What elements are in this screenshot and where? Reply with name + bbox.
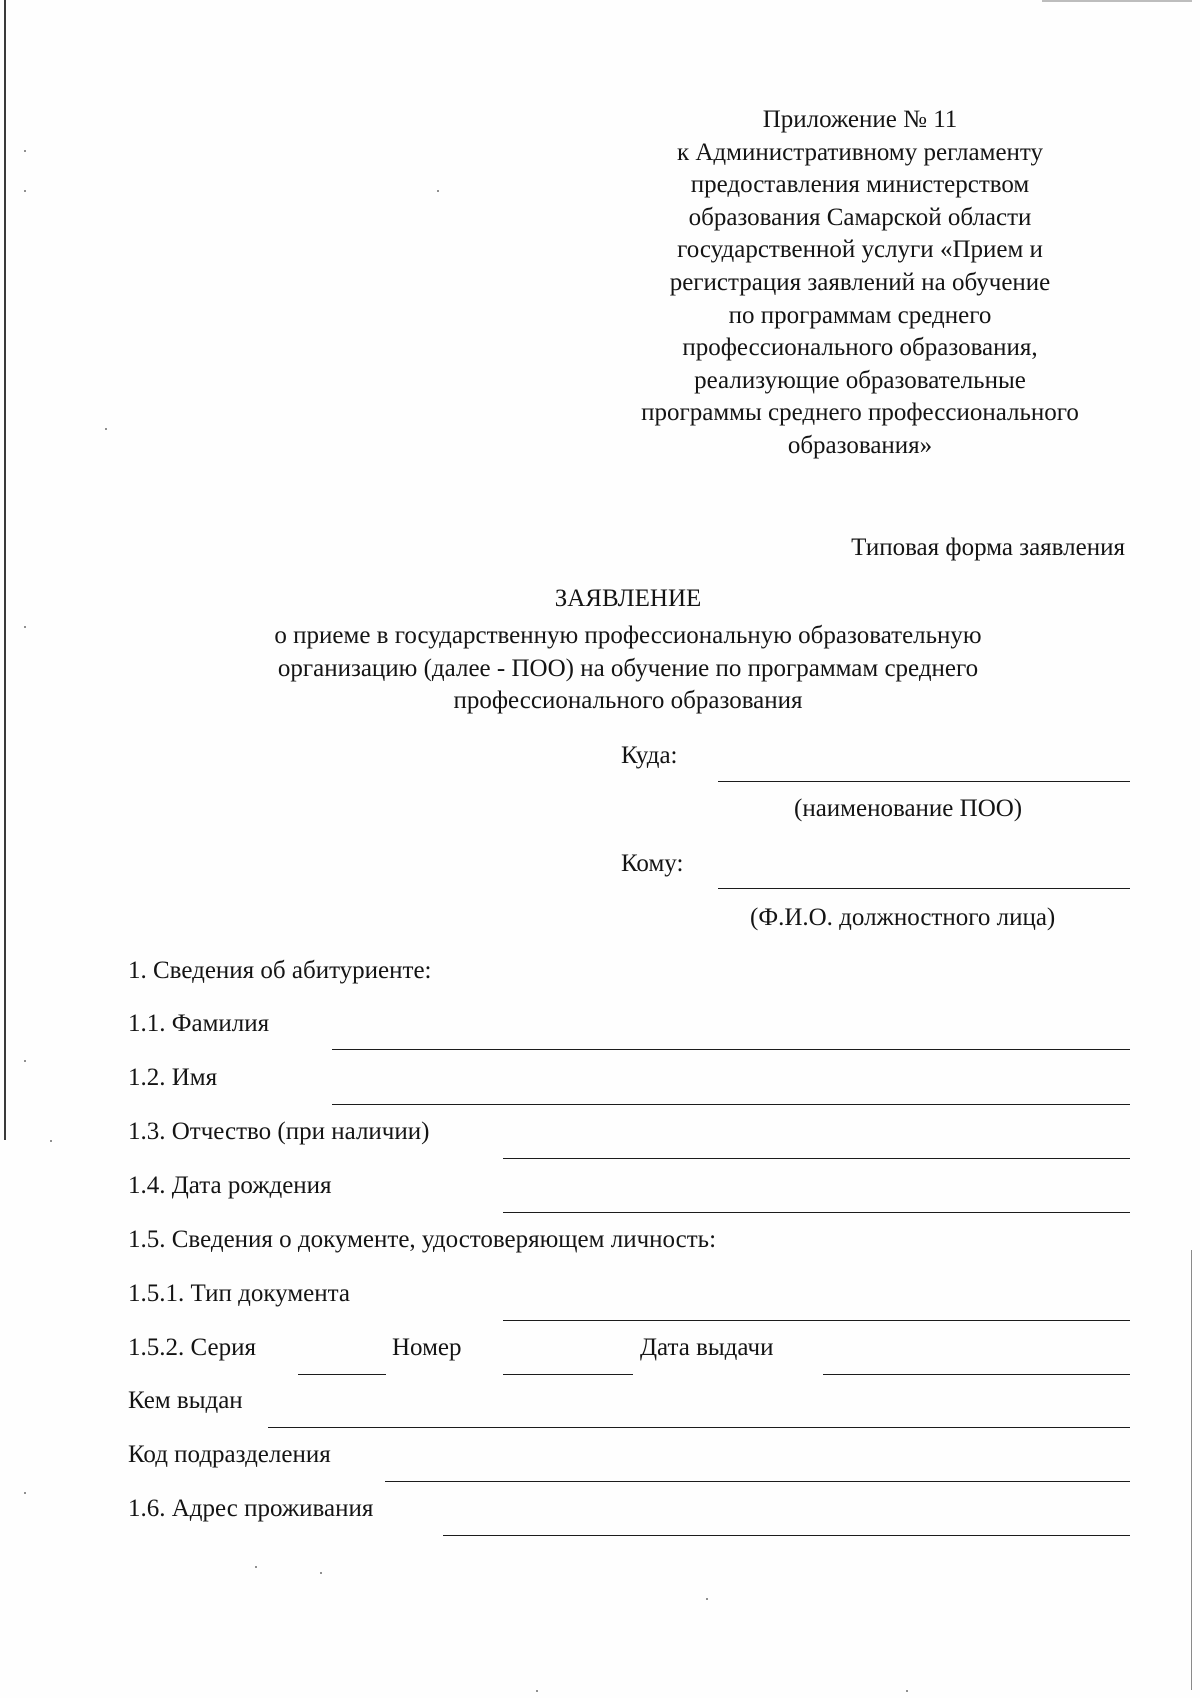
applicant-section-heading: 1. Сведения об абитуриенте:	[128, 957, 432, 984]
number-label: Номер	[392, 1334, 462, 1361]
appendix-line: Приложение № 11	[762, 106, 958, 133]
appendix-line: образования»	[787, 431, 933, 459]
appendix-line: предоставления министерством	[690, 171, 1030, 199]
subtitle-line: профессионального образования	[453, 687, 803, 714]
division-code-field-line[interactable]	[385, 1481, 1130, 1482]
to-caption: (наименование ПОО)	[794, 795, 1023, 822]
scan-speck	[24, 1492, 26, 1494]
document-subtitle	[0, 620, 1200, 718]
appendix-line: по программам среднего	[728, 301, 992, 329]
scan-top-edge	[1042, 0, 1192, 2]
scan-speck	[50, 1140, 52, 1142]
issue-date-label: Дата выдачи	[640, 1334, 774, 1361]
doc-type-label: 1.5.1. Тип документа	[128, 1280, 350, 1307]
issue-date-field-line[interactable]	[823, 1374, 1130, 1375]
scan-speck	[437, 190, 439, 192]
name-field-line[interactable]	[332, 1104, 1130, 1105]
issued-by-label: Кем выдан	[128, 1387, 243, 1414]
address-label: 1.6. Адрес проживания	[128, 1495, 374, 1522]
subtitle-line: о приеме в государственную профессиональную образовательную	[274, 622, 982, 649]
whom-field-line[interactable]	[718, 888, 1130, 889]
whom-label: Кому:	[621, 850, 684, 877]
birth-date-field-line[interactable]	[503, 1212, 1130, 1213]
scan-speck	[536, 1690, 538, 1692]
appendix-header	[580, 104, 1140, 463]
patronymic-field-line[interactable]	[503, 1158, 1130, 1159]
series-label: 1.5.2. Серия	[128, 1334, 256, 1361]
subtitle-line: организацию (далее - ПОО) на обучение по программам среднего	[277, 654, 979, 682]
surname-field-line[interactable]	[332, 1049, 1130, 1050]
number-field-line[interactable]	[503, 1374, 633, 1375]
document-title: ЗАЯВЛЕНИЕ	[554, 585, 702, 612]
scan-speck	[906, 1690, 908, 1692]
birth-date-label: 1.4. Дата рождения	[128, 1172, 332, 1199]
surname-label: 1.1. Фамилия	[128, 1010, 270, 1037]
appendix-line: государственной услуги «Прием и	[677, 236, 1043, 264]
patronymic-label: 1.3. Отчество (при наличии)	[128, 1118, 430, 1145]
scan-left-edge	[4, 0, 6, 1140]
address-field-line[interactable]	[443, 1535, 1130, 1536]
whom-caption: (Ф.И.О. должностного лица)	[750, 904, 1056, 931]
division-code-label: Код подразделения	[128, 1441, 331, 1468]
issued-by-field-line[interactable]	[268, 1427, 1130, 1428]
scan-speck	[105, 428, 107, 430]
scan-right-edge	[1191, 1250, 1192, 1690]
to-label: Куда:	[621, 742, 678, 769]
appendix-line: профессионального образования,	[682, 334, 1038, 362]
appendix-line: реализующие образовательные	[694, 366, 1026, 394]
name-label: 1.2. Имя	[128, 1064, 218, 1091]
appendix-line: программы среднего профессионального	[641, 399, 1079, 427]
scan-speck	[320, 1572, 322, 1574]
scan-speck	[24, 150, 26, 152]
doc-type-field-line[interactable]	[503, 1320, 1130, 1321]
form-type-label: Типовая форма заявления	[851, 534, 1125, 561]
to-field-line[interactable]	[718, 781, 1130, 782]
series-field-line[interactable]	[298, 1374, 386, 1375]
scan-speck	[24, 190, 26, 192]
scan-speck	[255, 1566, 257, 1568]
scan-speck	[24, 1060, 26, 1062]
appendix-line: регистрация заявлений на обучение	[669, 268, 1051, 296]
appendix-line: образования Самарской области	[688, 203, 1032, 231]
appendix-line: к Административному регламенту	[676, 138, 1044, 166]
scan-speck	[706, 1598, 708, 1600]
id-document-heading: 1.5. Сведения о документе, удостоверяющем личность:	[128, 1226, 717, 1253]
